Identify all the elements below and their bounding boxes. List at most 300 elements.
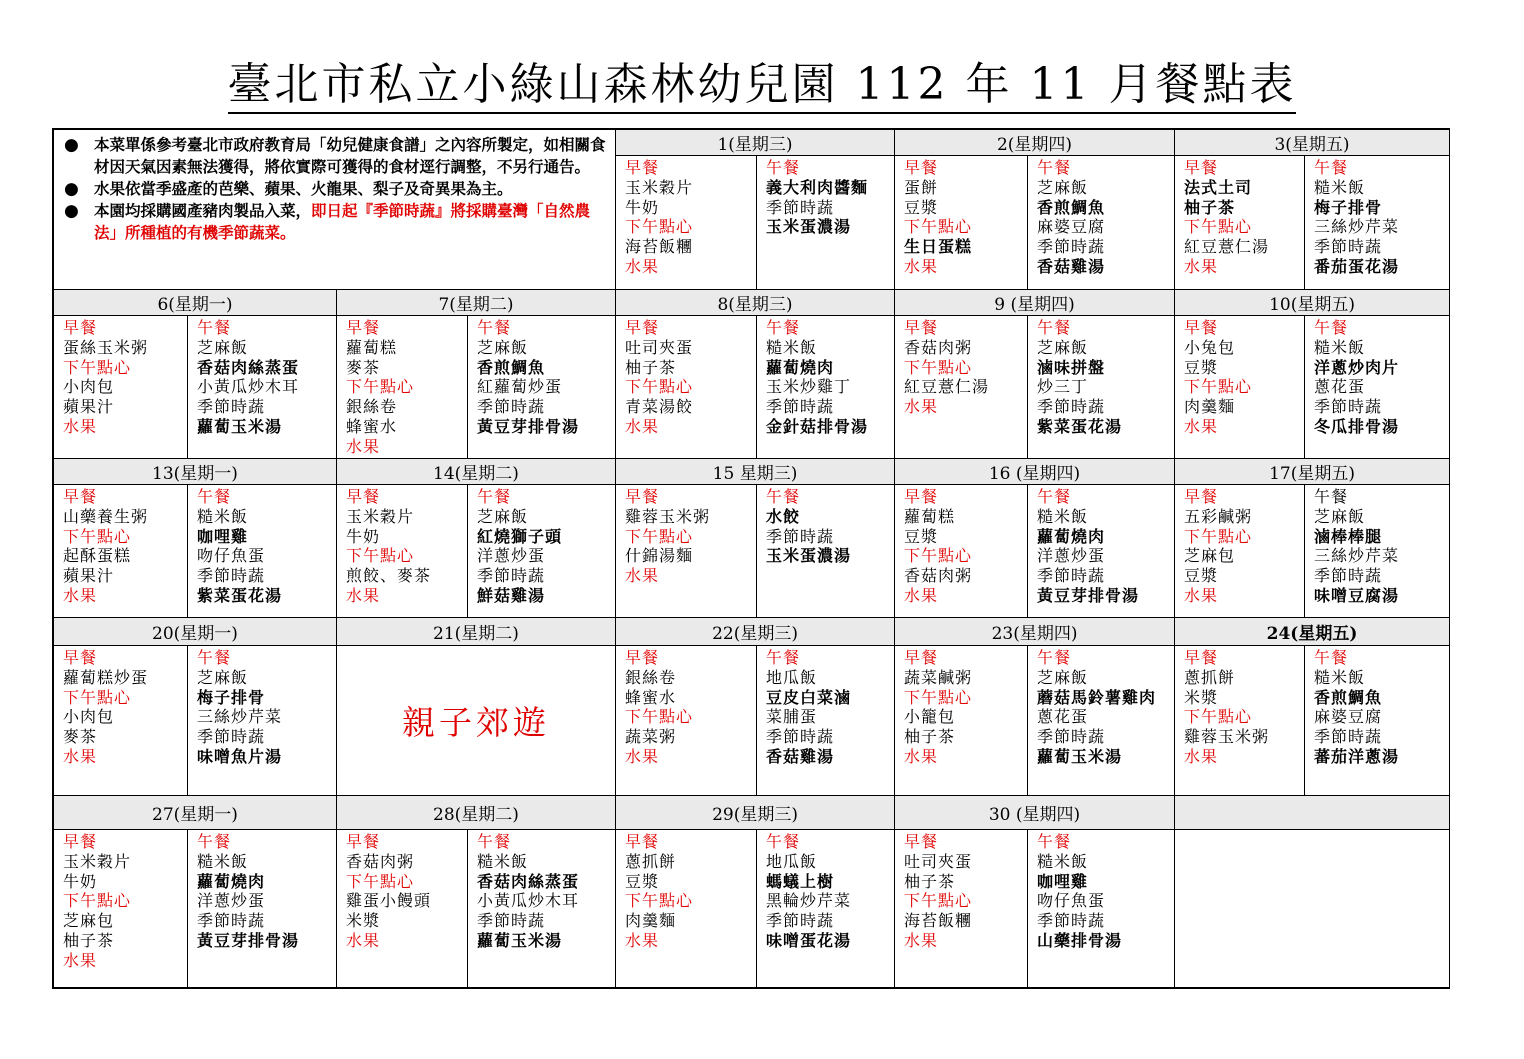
lunch-cell (757, 830, 895, 988)
menu-item: 黃豆芽排骨湯 (477, 416, 580, 436)
menu-item: 水果 (346, 436, 381, 456)
menu-item: 海苔飯糰 (625, 237, 694, 257)
field-trip-event: 親子郊遊 (337, 646, 616, 796)
note-3-text: 本園均採購國產豬肉製品入菜， (94, 201, 312, 220)
menu-item: 芝麻飯 (197, 667, 249, 687)
menu-item: 芝麻包 (63, 911, 115, 931)
breakfast-cell (616, 316, 757, 459)
menu-item: 下午點心 (625, 526, 694, 546)
lunch-cell (1028, 316, 1175, 459)
menu-item: 芝麻飯 (1037, 337, 1089, 357)
menu-item: 午餐 (197, 318, 232, 337)
menu-item: 柚子茶 (904, 727, 956, 747)
menu-item: 早餐 (63, 487, 98, 506)
menu-item: 金針菇排骨湯 (766, 416, 869, 436)
menu-item: 洋蔥炒蛋 (477, 546, 546, 566)
menu-item: 水果 (1184, 256, 1219, 276)
breakfast-cell (337, 485, 468, 618)
menu-item: 梅子排骨 (197, 687, 266, 707)
menu-item: 豆漿 (625, 871, 660, 891)
menu-item: 下午點心 (625, 707, 694, 727)
menu-item: 午餐 (197, 832, 232, 851)
menu-item: 早餐 (1184, 318, 1219, 337)
day-header: 17(星期五) (1175, 459, 1450, 485)
menu-item: 午餐 (197, 648, 232, 667)
breakfast-cell (337, 830, 468, 988)
menu-item: 肉羹麵 (1184, 397, 1236, 417)
lunch-cell (757, 316, 895, 459)
menu-item: 水果 (904, 585, 939, 605)
menu-item: 紅蘿蔔炒蛋 (477, 377, 563, 397)
breakfast-cell (895, 156, 1028, 290)
menu-item: 鮮菇雞湯 (477, 585, 546, 605)
menu-item: 早餐 (625, 158, 660, 177)
menu-item: 芝麻飯 (1037, 177, 1089, 197)
menu-item: 麻婆豆腐 (1037, 217, 1106, 237)
menu-item: 季節時蔬 (766, 526, 835, 546)
menu-item: 午餐 (1314, 648, 1349, 667)
note-3-highlight: 即日起『季節時蔬』將採購臺灣「自然農法」所種植的有機季節蔬菜。 (94, 201, 591, 242)
menu-item: 午餐 (1037, 158, 1072, 177)
day-header: 20(星期一) (54, 618, 337, 646)
menu-item: 蛋絲玉米粥 (63, 337, 149, 357)
breakfast-cell (616, 485, 757, 618)
menu-item: 玉米炒雞丁 (766, 377, 852, 397)
day-header: 14(星期二) (337, 459, 616, 485)
menu-item: 季節時蔬 (1037, 237, 1106, 257)
menu-item: 豆漿 (904, 526, 939, 546)
breakfast-cell (895, 316, 1028, 459)
menu-item: 吻仔魚蛋 (197, 546, 266, 566)
note-2 (64, 178, 609, 200)
menu-item: 水果 (904, 930, 939, 950)
day-header: 22(星期三) (616, 618, 895, 646)
menu-item: 下午點心 (625, 891, 694, 911)
menu-item: 水果 (625, 256, 660, 276)
menu-item: 蘿蔔燒肉 (1037, 526, 1106, 546)
menu-item: 季節時蔬 (477, 397, 546, 417)
menu-item: 季節時蔬 (477, 911, 546, 931)
menu-item: 紫菜蛋花湯 (197, 585, 283, 605)
day-header-empty (1175, 796, 1450, 830)
menu-item: 蛋餅 (904, 177, 939, 197)
menu-item: 季節時蔬 (766, 397, 835, 417)
menu-item: 下午點心 (63, 891, 132, 911)
menu-item: 午餐 (1037, 648, 1072, 667)
lunch-cell (188, 830, 337, 988)
menu-item: 水果 (63, 416, 98, 436)
breakfast-cell (1175, 646, 1305, 796)
menu-item: 香菇雞湯 (1037, 256, 1106, 276)
menu-item: 下午點心 (904, 546, 973, 566)
menu-item: 下午點心 (346, 377, 415, 397)
menu-item: 五彩鹹粥 (1184, 506, 1253, 526)
breakfast-cell (54, 646, 188, 796)
bullet-icon: ● (64, 179, 79, 199)
day-header: 9 (星期四) (895, 290, 1175, 316)
breakfast-cell (54, 830, 188, 988)
menu-item: 季節時蔬 (1314, 727, 1383, 747)
menu-item: 早餐 (63, 832, 98, 851)
menu-item: 早餐 (904, 832, 939, 851)
menu-item: 滷棒棒腿 (1314, 526, 1383, 546)
bullet-icon: ● (64, 135, 79, 155)
menu-item: 季節時蔬 (1314, 566, 1383, 586)
day-header: 7(星期二) (337, 290, 616, 316)
notes-panel (54, 130, 616, 290)
menu-item: 水果 (346, 585, 381, 605)
menu-item: 芝麻飯 (1037, 667, 1089, 687)
menu-item: 紫菜蛋花湯 (1037, 416, 1123, 436)
menu-item: 玉米蛋濃湯 (766, 546, 852, 566)
menu-item: 下午點心 (1184, 526, 1253, 546)
menu-item: 味噌蛋花湯 (766, 930, 852, 950)
menu-item: 蔥花蛋 (1314, 377, 1366, 397)
menu-item: 蘑菇馬鈴薯雞肉 (1037, 687, 1157, 707)
menu-item: 下午點心 (904, 357, 973, 377)
page-title-text: 臺北市私立小綠山森林幼兒園 112 年 11 月餐點表 (228, 59, 1297, 114)
lunch-cell (757, 485, 895, 618)
breakfast-cell (1175, 316, 1305, 459)
menu-item: 小黃瓜炒木耳 (197, 377, 300, 397)
menu-item: 下午點心 (1184, 707, 1253, 727)
menu-item: 黑輪炒芹菜 (766, 891, 852, 911)
menu-item: 香煎鯛魚 (1037, 197, 1106, 217)
menu-item: 香菇肉粥 (904, 566, 973, 586)
menu-item: 季節時蔬 (1037, 397, 1106, 417)
menu-item: 豆漿 (1184, 357, 1219, 377)
menu-item: 蘿蔔玉米湯 (477, 930, 563, 950)
menu-item: 水果 (625, 930, 660, 950)
menu-item: 小黃瓜炒木耳 (477, 891, 580, 911)
menu-item: 早餐 (625, 648, 660, 667)
menu-item: 午餐 (1037, 487, 1072, 506)
day-header: 30 (星期四) (895, 796, 1175, 830)
menu-item: 玉米穀片 (63, 851, 132, 871)
menu-item: 吻仔魚蛋 (1037, 891, 1106, 911)
menu-item: 午餐 (477, 318, 512, 337)
menu-item: 季節時蔬 (197, 397, 266, 417)
menu-item: 雞蓉玉米粥 (625, 506, 711, 526)
menu-item: 季節時蔬 (1037, 727, 1106, 747)
menu-item: 下午點心 (1184, 217, 1253, 237)
menu-item: 早餐 (63, 648, 98, 667)
menu-item: 蘋果汁 (63, 566, 115, 586)
menu-item: 芝麻飯 (197, 337, 249, 357)
menu-item: 香菇肉粥 (904, 337, 973, 357)
menu-item: 芝麻飯 (1314, 506, 1366, 526)
menu-item: 香菇肉絲蒸蛋 (197, 357, 300, 377)
menu-item: 米漿 (1184, 687, 1219, 707)
menu-item: 季節時蔬 (477, 566, 546, 586)
day-header: 21(星期二) (337, 618, 616, 646)
menu-item: 蘿蔔燒肉 (197, 871, 266, 891)
menu-item: 早餐 (63, 318, 98, 337)
menu-item: 糙米飯 (1314, 177, 1366, 197)
lunch-cell (1028, 830, 1175, 988)
menu-item: 地瓜飯 (766, 851, 818, 871)
day-header: 23(星期四) (895, 618, 1175, 646)
menu-item: 起酥蛋糕 (63, 546, 132, 566)
menu-item: 午餐 (1314, 158, 1349, 177)
menu-item: 玉米穀片 (346, 506, 415, 526)
menu-item: 下午點心 (63, 687, 132, 707)
breakfast-cell (895, 830, 1028, 988)
menu-item: 玉米穀片 (625, 177, 694, 197)
menu-item: 紅豆薏仁湯 (1184, 237, 1270, 257)
lunch-cell (1305, 485, 1450, 618)
menu-item: 糙米飯 (1314, 667, 1366, 687)
menu-item: 早餐 (904, 487, 939, 506)
menu-item: 小兔包 (1184, 337, 1236, 357)
menu-item: 地瓜飯 (766, 667, 818, 687)
menu-item: 蔥花蛋 (1037, 707, 1089, 727)
day-header: 28(星期二) (337, 796, 616, 830)
menu-item: 糙米飯 (477, 851, 529, 871)
breakfast-cell (1175, 156, 1305, 290)
menu-item: 小肉包 (63, 707, 115, 727)
lunch-cell (188, 485, 337, 618)
day-header: 8(星期三) (616, 290, 895, 316)
menu-item: 水果 (904, 397, 939, 417)
menu-item: 芝麻飯 (477, 506, 529, 526)
menu-item: 早餐 (625, 832, 660, 851)
menu-item: 螞蟻上樹 (766, 871, 835, 891)
menu-item: 吐司夾蛋 (625, 337, 694, 357)
menu-item: 麥茶 (346, 357, 381, 377)
menu-item: 早餐 (346, 318, 381, 337)
menu-item: 煎餃、麥茶 (346, 566, 432, 586)
menu-item: 午餐 (766, 487, 801, 506)
menu-item: 水餃 (766, 506, 801, 526)
menu-item: 玉米蛋濃湯 (766, 217, 852, 237)
menu-item: 滷味拼盤 (1037, 357, 1106, 377)
day-header: 3(星期五) (1175, 130, 1450, 156)
breakfast-cell (616, 646, 757, 796)
breakfast-cell (616, 156, 757, 290)
menu-item: 午餐 (766, 158, 801, 177)
menu-item: 味噌魚片湯 (197, 746, 283, 766)
menu-item: 早餐 (346, 487, 381, 506)
menu-item: 午餐 (197, 487, 232, 506)
menu-item: 雞蓉玉米粥 (1184, 727, 1270, 747)
menu-item: 早餐 (904, 648, 939, 667)
menu-item: 早餐 (625, 487, 660, 506)
menu-item: 午餐 (1314, 318, 1349, 337)
menu-item: 銀絲卷 (625, 667, 677, 687)
menu-item: 青菜湯餃 (625, 397, 694, 417)
menu-item: 味噌豆腐湯 (1314, 585, 1400, 605)
menu-item: 豆漿 (1184, 566, 1219, 586)
lunch-cell (1305, 646, 1450, 796)
menu-item: 三絲炒芹菜 (1314, 217, 1400, 237)
menu-item: 蘿蔔糕炒蛋 (63, 667, 149, 687)
menu-item: 蔥抓餅 (1184, 667, 1236, 687)
bullet-icon: ● (64, 201, 79, 221)
menu-item: 柚子茶 (904, 871, 956, 891)
menu-item: 午餐 (766, 832, 801, 851)
menu-item: 季節時蔬 (197, 566, 266, 586)
day-header: 24(星期五) (1175, 618, 1450, 646)
breakfast-cell (895, 646, 1028, 796)
menu-item: 季節時蔬 (1037, 911, 1106, 931)
menu-item: 下午點心 (904, 217, 973, 237)
menu-item: 義大利肉醬麵 (766, 177, 869, 197)
day-header: 6(星期一) (54, 290, 337, 316)
menu-item: 蘿蔔玉米湯 (197, 416, 283, 436)
menu-item: 蘋果汁 (63, 397, 115, 417)
menu-item: 冬瓜排骨湯 (1314, 416, 1400, 436)
menu-item: 洋蔥炒肉片 (1314, 357, 1400, 377)
menu-item: 銀絲卷 (346, 397, 398, 417)
menu-item: 下午點心 (346, 871, 415, 891)
lunch-cell (1305, 316, 1450, 459)
menu-item: 炒三丁 (1037, 377, 1089, 397)
menu-item: 小肉包 (63, 377, 115, 397)
menu-item: 下午點心 (904, 687, 973, 707)
lunch-cell (1028, 646, 1175, 796)
menu-item: 糙米飯 (1314, 337, 1366, 357)
menu-item: 海苔飯糰 (904, 911, 973, 931)
menu-item: 芝麻包 (1184, 546, 1236, 566)
lunch-cell (757, 646, 895, 796)
menu-item: 水果 (63, 950, 98, 970)
lunch-cell (1305, 156, 1450, 290)
note-3 (64, 200, 609, 244)
menu-item: 蕃茄洋蔥湯 (1314, 746, 1400, 766)
menu-item: 生日蛋糕 (904, 237, 973, 257)
page-title (0, 48, 1524, 112)
menu-item: 香煎鯛魚 (477, 357, 546, 377)
menu-item: 季節時蔬 (766, 197, 835, 217)
day-header: 15 星期三) (616, 459, 895, 485)
menu-item: 糙米飯 (766, 337, 818, 357)
menu-item: 下午點心 (1184, 377, 1253, 397)
menu-item: 法式土司 (1184, 177, 1253, 197)
breakfast-cell (1175, 485, 1305, 618)
menu-item: 早餐 (346, 832, 381, 851)
menu-item: 水果 (625, 566, 660, 586)
menu-item: 黃豆芽排骨湯 (1037, 585, 1140, 605)
menu-item: 季節時蔬 (197, 727, 266, 747)
day-header: 10(星期五) (1175, 290, 1450, 316)
menu-item: 牛奶 (63, 871, 98, 891)
lunch-cell (1028, 485, 1175, 618)
menu-item: 香煎鯛魚 (1314, 687, 1383, 707)
menu-item: 季節時蔬 (766, 911, 835, 931)
menu-item: 蘿蔔糕 (904, 506, 956, 526)
menu-item: 水果 (1184, 746, 1219, 766)
menu-item: 芝麻飯 (477, 337, 529, 357)
lunch-cell (468, 830, 616, 988)
lunch-cell (468, 485, 616, 618)
menu-item: 午餐 (766, 318, 801, 337)
menu-item: 牛奶 (346, 526, 381, 546)
menu-item: 肉羹麵 (625, 911, 677, 931)
lunch-cell (188, 646, 337, 796)
menu-item: 香菇肉絲蒸蛋 (477, 871, 580, 891)
menu-item: 季節時蔬 (197, 911, 266, 931)
menu-item: 早餐 (1184, 158, 1219, 177)
menu-item: 蘿蔔糕 (346, 337, 398, 357)
menu-item: 香菇雞湯 (766, 746, 835, 766)
lunch-cell (468, 316, 616, 459)
breakfast-cell (54, 316, 188, 459)
menu-item: 水果 (625, 746, 660, 766)
day-header: 27(星期一) (54, 796, 337, 830)
menu-item: 午餐 (477, 487, 512, 506)
menu-item: 蜂蜜水 (346, 416, 398, 436)
menu-item: 米漿 (346, 911, 381, 931)
menu-item: 季節時蔬 (1037, 566, 1106, 586)
menu-item: 早餐 (1184, 648, 1219, 667)
menu-item: 蜂蜜水 (625, 687, 677, 707)
menu-item: 糙米飯 (1037, 851, 1089, 871)
lunch-cell (757, 156, 895, 290)
menu-item: 山藥排骨湯 (1037, 930, 1123, 950)
menu-item: 糙米飯 (197, 506, 249, 526)
menu-item: 午餐 (766, 648, 801, 667)
menu-item: 豆皮白菜滷 (766, 687, 852, 707)
menu-item: 下午點心 (346, 546, 415, 566)
menu-item: 季節時蔬 (766, 727, 835, 747)
menu-item: 季節時蔬 (1314, 237, 1383, 257)
menu-item: 早餐 (904, 318, 939, 337)
menu-item: 糙米飯 (1037, 506, 1089, 526)
menu-item: 麥茶 (63, 727, 98, 747)
day-header: 1(星期三) (616, 130, 895, 156)
breakfast-cell (895, 485, 1028, 618)
menu-item: 黃豆芽排骨湯 (197, 930, 300, 950)
menu-item: 下午點心 (625, 217, 694, 237)
menu-item: 柚子茶 (1184, 197, 1236, 217)
menu-item: 下午點心 (63, 526, 132, 546)
menu-item: 糙米飯 (197, 851, 249, 871)
menu-item: 洋蔥炒蛋 (1037, 546, 1106, 566)
menu-item: 咖哩雞 (1037, 871, 1089, 891)
menu-item: 豆漿 (904, 197, 939, 217)
lunch-cell (1028, 156, 1175, 290)
menu-item: 水果 (346, 930, 381, 950)
menu-item: 蔬菜鹹粥 (904, 667, 973, 687)
day-header: 29(星期三) (616, 796, 895, 830)
menu-item: 水果 (1184, 416, 1219, 436)
menu-item: 三絲炒芹菜 (1314, 546, 1400, 566)
menu-item: 三絲炒芹菜 (197, 707, 283, 727)
menu-item: 下午點心 (904, 891, 973, 911)
menu-item: 蔬菜粥 (625, 727, 677, 747)
menu-item: 什錦湯麵 (625, 546, 694, 566)
menu-item: 水果 (63, 585, 98, 605)
menu-item: 柚子茶 (625, 357, 677, 377)
note-1 (64, 134, 609, 178)
menu-item: 麻婆豆腐 (1314, 707, 1383, 727)
menu-item: 山藥養生粥 (63, 506, 149, 526)
menu-item: 梅子排骨 (1314, 197, 1383, 217)
menu-item: 香菇肉粥 (346, 851, 415, 871)
menu-item: 午餐 (1314, 487, 1349, 506)
menu-item: 早餐 (1184, 487, 1219, 506)
menu-item: 咖哩雞 (197, 526, 249, 546)
menu-item: 紅豆薏仁湯 (904, 377, 990, 397)
menu-table (52, 128, 1450, 989)
breakfast-cell (616, 830, 757, 988)
menu-item: 小籠包 (904, 707, 956, 727)
menu-item: 水果 (904, 746, 939, 766)
day-header: 16 (星期四) (895, 459, 1175, 485)
day-header: 2(星期四) (895, 130, 1175, 156)
breakfast-cell (337, 316, 468, 459)
